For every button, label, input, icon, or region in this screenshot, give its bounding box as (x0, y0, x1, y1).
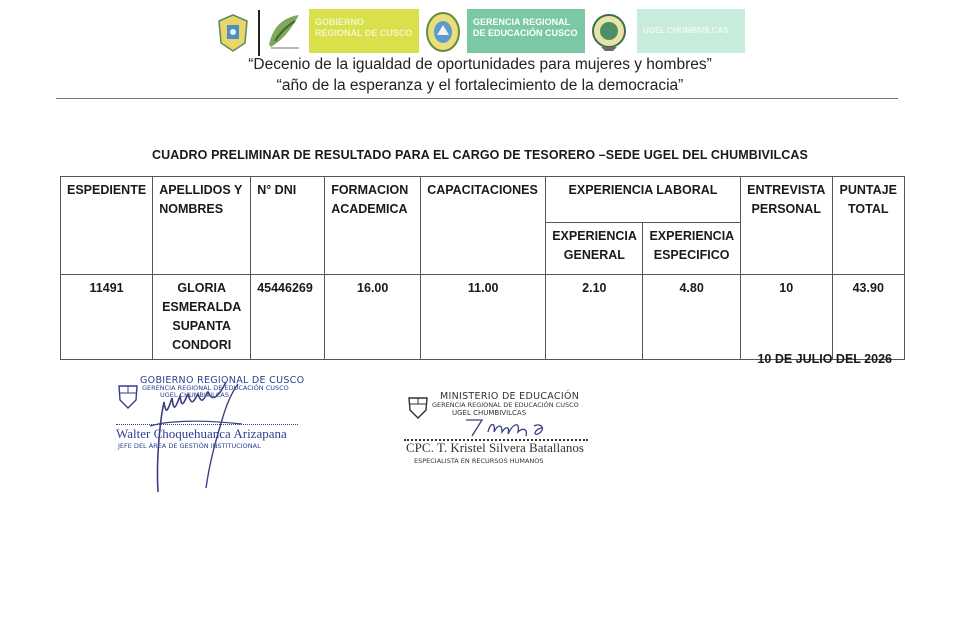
cell-dni: 45446269 (251, 275, 325, 360)
left-signer-name: Walter Choquehuanca Arizapana (116, 426, 287, 441)
right-signer-role: ESPECIALISTA EN RECURSOS HUMANOS (414, 457, 544, 465)
col-header-formacion: FORMACION ACADEMICA (325, 177, 421, 275)
ugel-crest-logo-icon (591, 11, 627, 53)
banner-text: GERENCIA REGIONAL DE EDUCACIÓN CUSCO (473, 17, 578, 38)
col-header-apellidos: APELLIDOS Y NOMBRES (153, 177, 251, 275)
col-header-exp-general: EXPERIENCIA GENERAL (546, 223, 643, 275)
decenio-motto: “Decenio de la igualdad de oportunidades para mujeres y hombres” (248, 56, 712, 73)
left-signer-role: JEFE DEL ÁREA DE GESTIÓN INSTITUCIONAL (118, 442, 261, 450)
table-row (61, 275, 905, 360)
col-header-expediente: ESPEDIENTE (61, 177, 153, 275)
right-stamp-title: MINISTERIO DE EDUCACIÓN (440, 391, 580, 402)
year-motto: “año de la esperanza y el fortalecimiento de la democracia” (276, 77, 684, 94)
results-table (60, 176, 905, 360)
peru-coat-of-arms-seal-icon (116, 382, 140, 410)
banner-text: GOBIERNO REGIONAL DE CUSCO (315, 17, 413, 38)
right-stamp-subtitle: GERENCIA REGIONAL DE EDUCACIÓN CUSCO (432, 401, 579, 409)
document-date: 10 DE JULIO DEL 2026 (757, 352, 892, 366)
coat-of-arms-logo-icon (425, 11, 461, 53)
gerencia-regional-banner (467, 9, 585, 53)
right-signer-name: CPC. T. Kristel Silvera Batallanos (406, 440, 584, 455)
leaf-emblem-logo-icon (265, 11, 303, 51)
cell-puntaje: 43.90 (832, 275, 904, 360)
cell-formacion: 16.00 (325, 275, 421, 360)
ministry-coat-of-arms-seal-icon (406, 394, 430, 420)
col-header-exp-especifico: EXPERIENCIA ESPECIFICO (643, 223, 740, 275)
left-signature-line (116, 424, 298, 425)
cell-exp-especifico: 4.80 (643, 275, 740, 360)
logo-divider (258, 10, 260, 56)
left-stamp-subtitle: GERENCIA REGIONAL DE EDUCACIÓN CUSCO (142, 384, 289, 392)
cell-expediente: 11491 (61, 275, 153, 360)
col-header-entrevista: ENTREVISTA PERSONAL (740, 177, 832, 275)
document-title: CUADRO PRELIMINAR DE RESULTADO PARA EL CARGO DE TESORERO –SEDE UGEL DEL CHUMBIVILCAS (152, 148, 808, 162)
ugel-chumbivilcas-banner (637, 9, 745, 53)
col-header-dni: N° DNI (251, 177, 325, 275)
cell-exp-general: 2.10 (546, 275, 643, 360)
header-divider (56, 98, 898, 99)
left-stamp-title: GOBIERNO REGIONAL DE CUSCO (140, 375, 305, 386)
col-header-capacitaciones: CAPACITACIONES (421, 177, 546, 275)
cell-nombre: GLORIA ESMERALDA SUPANTA CONDORI (153, 275, 251, 360)
col-header-experiencia-laboral: EXPERIENCIA LABORAL (546, 177, 741, 223)
gobierno-regional-banner (309, 9, 419, 53)
header-logo-strip (205, 7, 765, 57)
right-handwritten-signature (462, 414, 552, 440)
left-stamp-ugel: UGEL CHUMBIVILCAS (160, 391, 229, 399)
table-header-row (61, 177, 905, 223)
col-header-puntaje: PUNTAJE TOTAL (832, 177, 904, 275)
banner-text: UGEL CHUMBIVILCAS (643, 26, 729, 35)
regional-shield-logo-icon (215, 13, 251, 53)
cell-entrevista: 10 (740, 275, 832, 360)
cell-capacitaciones: 11.00 (421, 275, 546, 360)
right-stamp-ugel: UGEL CHUMBIVILCAS (452, 409, 527, 417)
